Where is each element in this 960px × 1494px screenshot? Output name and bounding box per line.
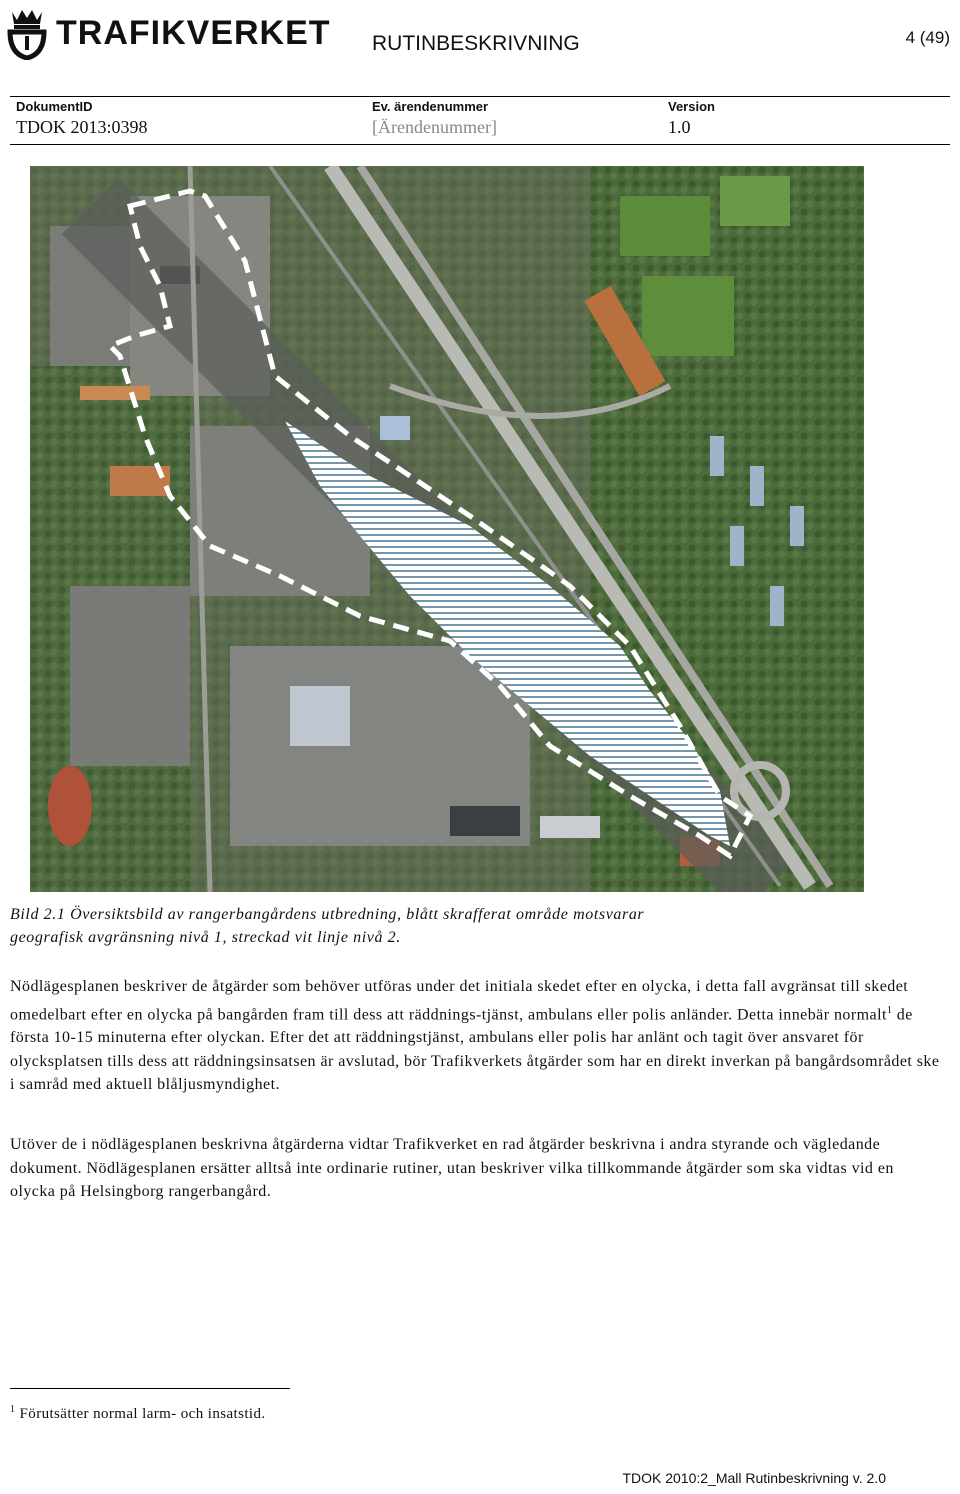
doc-id-value: TDOK 2013:0398: [16, 117, 148, 137]
case-number-label: Ev. ärendenummer: [372, 99, 489, 114]
version-label: Version: [668, 99, 715, 114]
document-meta-table: [10, 96, 950, 145]
version-value: 1.0: [668, 117, 691, 137]
page-footer: TDOK 2010:2_Mall Rutinbeskrivning v. 2.0: [622, 1470, 886, 1486]
case-number-cell: [372, 99, 497, 138]
paragraph-2: Utöver de i nödlägesplanen beskrivna åtgärderna vidtar Trafikverket en rad åtgärder beskrivna i andra styrande och vägledande dokument. Nödlägesplanen ersätter alltså inte ordinarie rutiner, utan beskriver vilka tillkommande åtgärder som ska vidtas vid en olycka på Helsingborg rangerbangård.: [10, 1136, 894, 1200]
aerial-photo: [30, 166, 864, 892]
crown-emblem-icon: [6, 6, 48, 60]
footnote-text: Förutsätter normal larm- och insatstid.: [15, 1406, 266, 1422]
caption-line-2: geografisk avgränsning nivå 1, streckad vit linje nivå 2.: [10, 929, 401, 946]
caption-line-1: Bild 2.1 Översiktsbild av rangerbangårdens utbredning, blått skrafferat område motsvarar: [10, 906, 645, 923]
doc-id-cell: [16, 99, 148, 138]
trafikverket-logo: [6, 6, 331, 60]
paragraph-1-start: Nödlägesplanen beskriver de åtgärder som behöver utföras under det initiala skedet efter en olycka, i detta fall avgränsat till skedet omedelbart efter en olycka på bangården fram till dess att räddnings-tjänst, ambulans eller polis anländer. Detta innebär normalt: [10, 978, 909, 1023]
footnote-ref[interactable]: 1: [886, 1004, 893, 1016]
case-number-value: [Ärendenummer]: [372, 117, 497, 137]
doc-id-label: DokumentID: [16, 99, 93, 114]
footnote-divider: [10, 1388, 290, 1389]
figure-caption: [10, 903, 930, 949]
document-type: RUTINBESKRIVNING: [372, 32, 580, 55]
version-cell: [668, 99, 715, 138]
paragraph-1: [10, 975, 940, 1097]
footnote: [10, 1404, 266, 1423]
paragraph-1-end: de första 10-15 minuterna efter olyckan. Efter det att räddningstjänst, ambulans eller polis har anlänt och tagit över ansvaret för olycksplatsen tills dess att räddningsinsatsen är avslutad, bör Trafikverkets åtgärder som har en direkt inverkan på bangårdsområdet ske i samråd med aktuell blåljusmyndighet.: [10, 1005, 940, 1094]
page-number: 4 (49): [905, 28, 950, 47]
logo-wordmark: TRAFIKVERKET: [56, 13, 331, 52]
footnote-number: 1: [10, 1404, 16, 1415]
